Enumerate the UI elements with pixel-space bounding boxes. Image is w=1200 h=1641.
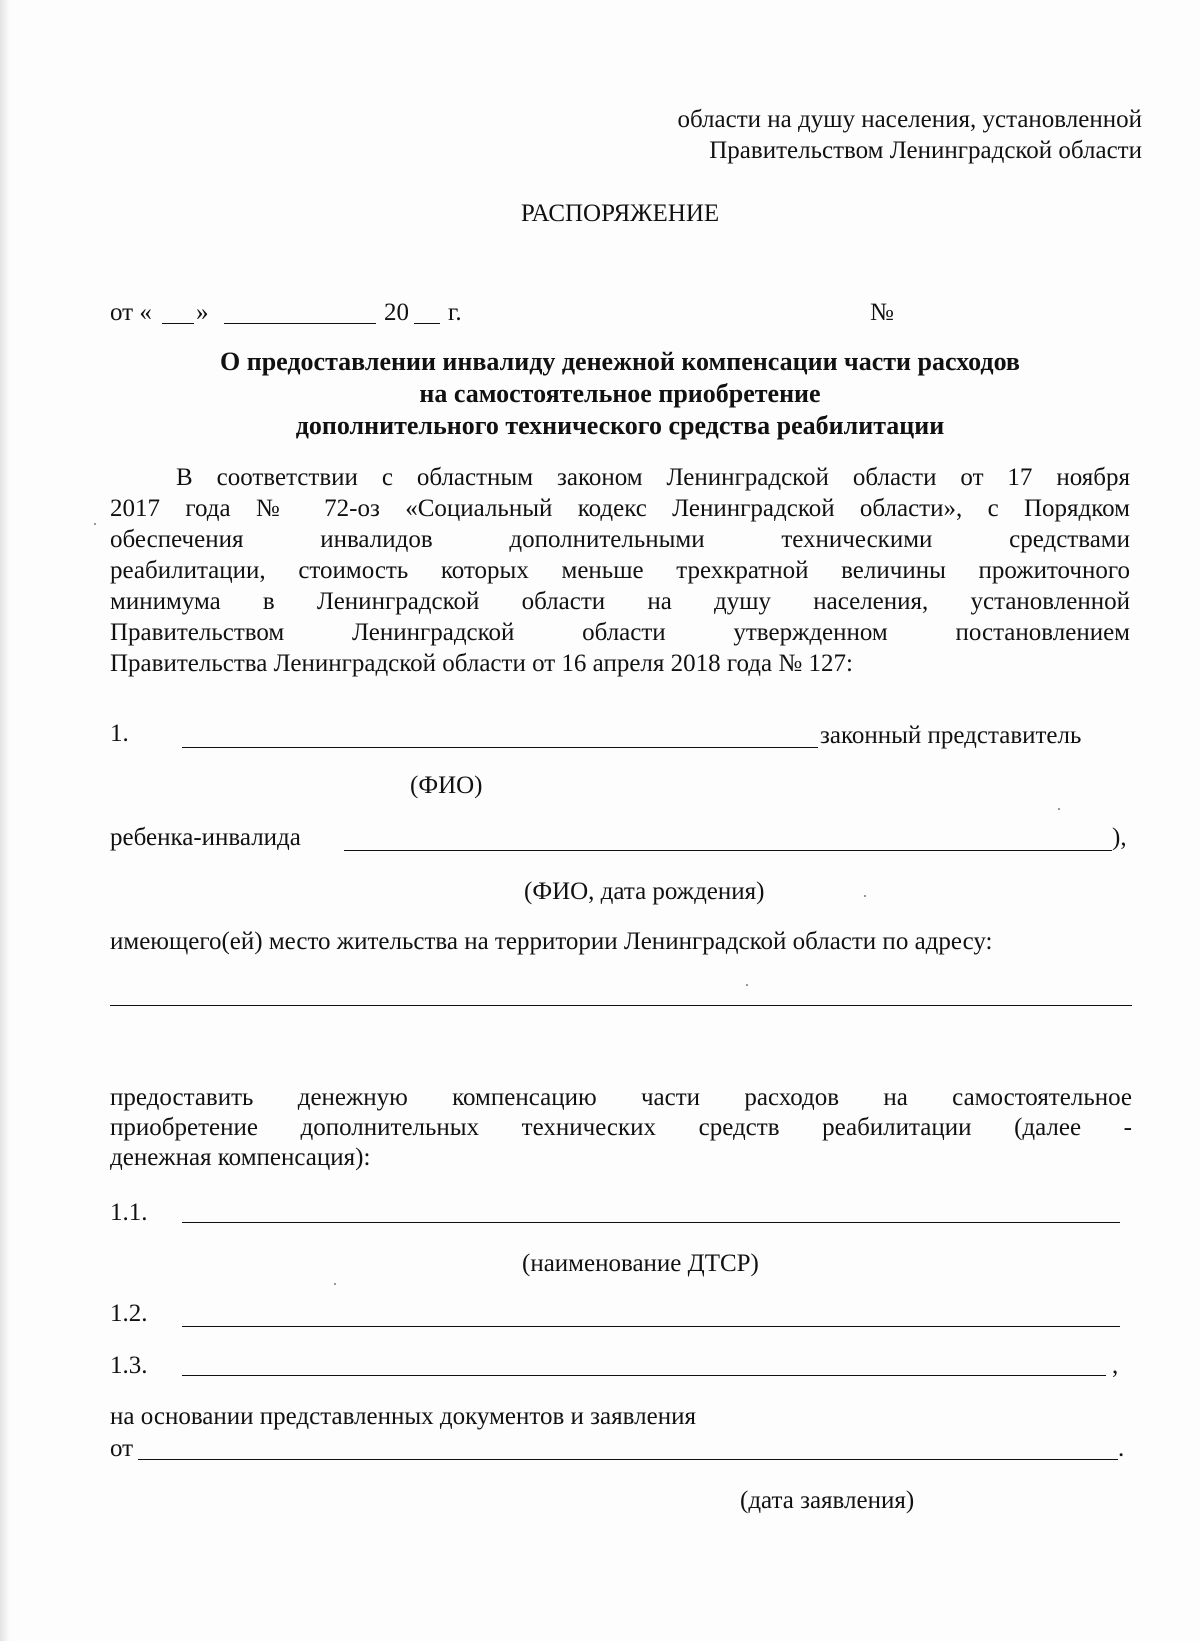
preamble-line: В соответствии с областным законом Ленинградской области от 17 ноября: [176, 464, 1130, 491]
preamble-line: Правительства Ленинградской области от 16 апреля 2018 года № 127:: [110, 650, 853, 677]
item-1-2-number: 1.2.: [110, 1300, 148, 1327]
preamble-line: Правительством Ленинградской области утвержденном постановлением: [110, 619, 1130, 646]
basis-text: на основании представленных документов и заявления: [110, 1403, 696, 1430]
child-fio-line: [344, 850, 1112, 851]
header-line-1: области на душу населения, установленной: [677, 106, 1142, 133]
preamble-line: реабилитации, стоимость которых меньше трехкратной величины прожиточного: [110, 557, 1130, 584]
month-field-line: [224, 323, 376, 324]
date-prefix: от «: [110, 299, 152, 326]
document-type: РАСПОРЯЖЕНИЕ: [520, 200, 720, 227]
application-date-line: [138, 1459, 1118, 1460]
provide-line: предоставить денежную компенсацию части расходов на самостоятельное: [110, 1084, 1132, 1111]
representative-fio-line: [182, 747, 818, 748]
residence-text: имеющего(ей) место жительства на территории Ленинградской области по адресу:: [110, 928, 993, 955]
basis-ot: от: [110, 1435, 134, 1462]
preamble-line: минимума в Ленинградской области на душу населения, установленной: [110, 588, 1130, 615]
item-1-1-line: [182, 1222, 1120, 1223]
child-hint: (ФИО, дата рождения): [524, 878, 765, 905]
basis-end: .: [1118, 1435, 1125, 1462]
provide-line: приобретение дополнительных технических средств реабилитации (далее -: [110, 1114, 1132, 1141]
preamble-line: 2017 года № 72-оз «Социальный кодекс Ленинградской области», с Порядком: [110, 495, 1130, 522]
item-1-1-number: 1.1.: [110, 1199, 148, 1226]
number-sign: №: [870, 299, 894, 326]
preamble-line: обеспечения инвалидов дополнительными техническими средствами: [110, 526, 1130, 553]
date-close-quote: »: [196, 299, 209, 326]
fio-hint: (ФИО): [410, 772, 483, 799]
item-1-3-comma: ,: [1112, 1352, 1119, 1379]
legal-representative-label: законный представитель: [820, 722, 1082, 749]
preamble-paragraph: [110, 462, 1130, 679]
year-prefix: 20: [384, 299, 409, 326]
application-date-hint: (дата заявления): [740, 1487, 915, 1514]
scan-speck: [94, 523, 96, 525]
provide-line: денежная компенсация):: [110, 1144, 371, 1171]
day-field-line: [162, 323, 194, 324]
scan-speck: [746, 984, 748, 986]
year-field-line: [414, 323, 440, 324]
child-label: ребенка-инвалида: [110, 824, 301, 851]
child-close: ),: [1112, 824, 1127, 851]
scan-speck: [1058, 808, 1060, 810]
year-suffix: г.: [448, 299, 462, 326]
title-line-1: О предоставлении инвалиду денежной компенсации части расходов: [220, 347, 1020, 376]
scan-speck: [864, 895, 866, 897]
dtsr-hint: (наименование ДТСР): [522, 1250, 759, 1277]
address-line: [110, 1005, 1132, 1006]
title-line-2: на самостоятельное приобретение: [419, 379, 821, 408]
item-1-3-line: [182, 1375, 1106, 1376]
item-1-number: 1.: [110, 720, 129, 747]
item-1-2-line: [182, 1326, 1120, 1327]
title-line-3: дополнительного технического средства реабилитации: [295, 411, 945, 440]
scan-speck: [334, 1283, 336, 1285]
provide-paragraph: [110, 1083, 1132, 1173]
header-line-2: Правительством Ленинградской области: [709, 137, 1142, 164]
item-1-3-number: 1.3.: [110, 1352, 148, 1379]
